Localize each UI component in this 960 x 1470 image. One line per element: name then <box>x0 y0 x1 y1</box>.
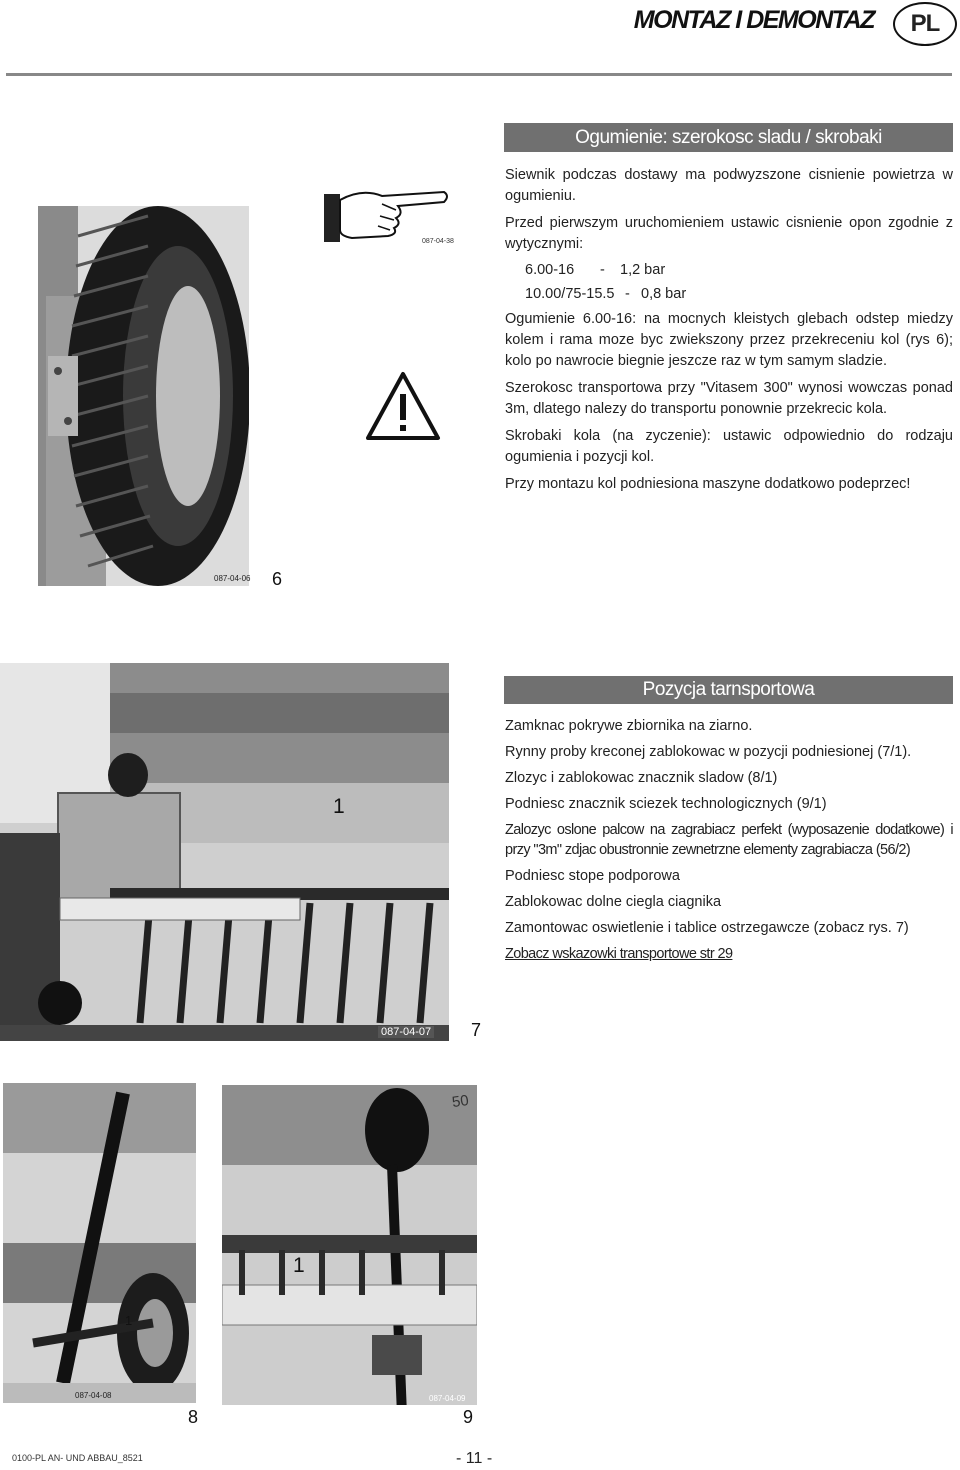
footer-page-number: - 11 - <box>456 1450 493 1467</box>
figure-8-code: 087-04-08 <box>75 1391 112 1400</box>
figure-7-drill-photo <box>0 663 449 1041</box>
figure-6-code: 087-04-06 <box>214 574 251 583</box>
warning-icon <box>364 370 442 442</box>
paragraph-delivery-pressure: Siewnik podczas dostawy ma podwyzszone cisnienie powietrza w ogumieniu. <box>505 167 953 204</box>
tramline-marker-illustration <box>222 1085 477 1405</box>
section-transport-list <box>505 716 953 970</box>
figure-8-marker-photo <box>3 1083 196 1403</box>
paragraph-tyre-6-00-16: Ogumienie 6.00-16: na mocnych kleistych glebach odstep miedzy kolem i rama moze byc zwiekszony przez przekreceniu kol (rys 6); kolo po nawrocie biegnie jeszcze raz w tym samym sladzie. <box>505 311 953 369</box>
figure-9-code: 087-04-09 <box>429 1394 466 1403</box>
figure-8-number: 8 <box>188 1407 199 1427</box>
track-marker-illustration <box>3 1083 196 1403</box>
hand-icon-code: 087-04-38 <box>422 238 454 245</box>
list-item: Podniesc znacznik sciezek technologicznych (9/1) <box>505 796 827 812</box>
paragraph-support-machine: Przy montazu kol podniesiona maszyne dodatkowo podeprzec! <box>505 476 911 492</box>
pressure-row <box>525 258 953 282</box>
page-header-title: MONTAZ I DEMONTAZ <box>633 6 874 34</box>
figure-6-tyre-photo <box>38 206 249 586</box>
seed-drill-illustration <box>0 663 449 1041</box>
figure-8-callout-1: 1 <box>125 1313 133 1328</box>
tyre-illustration <box>38 206 249 586</box>
list-item: Podniesc stope podporowa <box>505 868 680 884</box>
tyre-size: 10.00/75-15.5 <box>525 286 615 302</box>
paragraph-set-pressure: Przed pierwszym uruchomieniem ustawic cisnienie opon zgodnie z wytycznymi: <box>505 215 953 252</box>
pressure-table <box>505 258 953 306</box>
list-item: Zamknac pokrywe zbiornika na ziarno. <box>505 718 753 734</box>
list-item: Rynny proby kreconej zablokowac w pozycji podniesionej (7/1). <box>505 744 912 760</box>
figure-7-callout-1: 1 <box>333 795 345 818</box>
header-rule <box>6 73 952 76</box>
pressure-row <box>525 282 953 306</box>
figure-9-callout-1: 1 <box>293 1254 305 1277</box>
list-item: Zlozyc i zablokowac znacznik sladow (8/1) <box>505 770 778 786</box>
figure-9-tramline-photo <box>222 1085 477 1405</box>
list-item: Zamontowac oswietlenie i tablice ostrzegawcze (zobacz rys. 7) <box>505 920 909 936</box>
list-item: Zalozyc oslone palcow na zagrabiacz perfekt (wyposazenie dodatkowe) i przy "3m" zdjac obustronnie zewnetrzne elementy zagrabiacza (56/2) <box>505 822 953 858</box>
figure-7-code: 087-04-07 <box>378 1026 434 1038</box>
footer-document-ref: 0100-PL AN- UND ABBAU_8521 <box>12 1453 143 1463</box>
figure-7-number: 7 <box>471 1020 482 1040</box>
language-badge: PL <box>893 2 957 46</box>
figure-6-number: 6 <box>272 569 283 589</box>
pressure-separator: - <box>625 286 630 302</box>
section-heading-tyres: Ogumienie: szerokosc sladu / skrobaki <box>504 123 953 152</box>
transport-note-link-text: Zobacz wskazowki transportowe str 29 <box>505 946 733 962</box>
paragraph-transport-width: Szerokosc transportowa przy "Vitasem 300" wynosi wowczas ponad 3m, dlatego nalezy do transportu ponownie przekrecic kola. <box>505 380 953 417</box>
figure-9-number: 9 <box>463 1407 474 1427</box>
section-heading-transport: Pozycja tarnsportowa <box>504 676 953 704</box>
list-item: Zablokowac dolne ciegla ciagnika <box>505 894 722 910</box>
pressure-value: 0,8 bar <box>641 286 687 302</box>
figure-9-badge: 50 <box>450 1091 470 1112</box>
section-tyres-text <box>505 165 953 501</box>
pressure-value: 1,2 bar <box>620 262 666 278</box>
paragraph-wheel-scrapers: Skrobaki kola (na zyczenie): ustawic odpowiednio do rodzaju ogumienia i pozycji kol. <box>505 428 953 465</box>
tyre-size: 6.00-16 <box>525 262 575 278</box>
pressure-separator: - <box>600 262 605 278</box>
